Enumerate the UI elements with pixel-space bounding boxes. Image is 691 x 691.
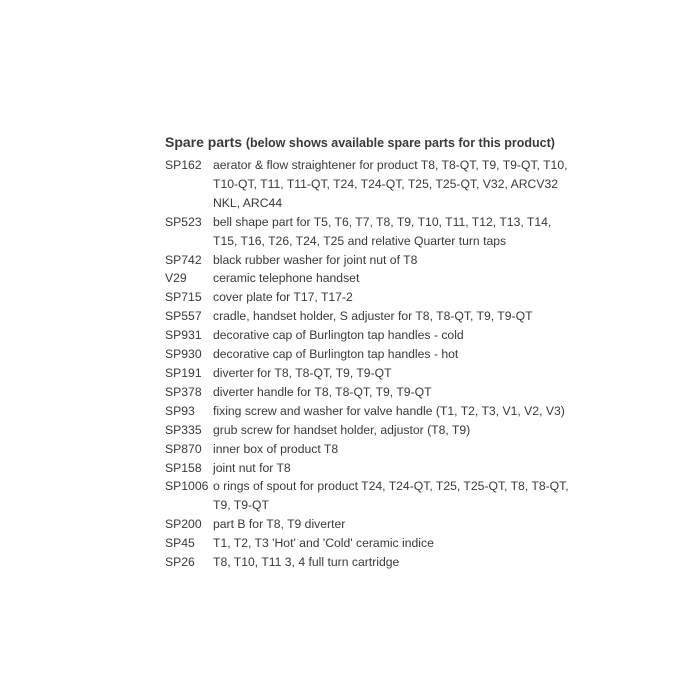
part-code: SP26 xyxy=(165,555,195,570)
part-code: V29 xyxy=(165,271,187,286)
part-code: SP93 xyxy=(165,403,195,418)
part-description-line: cradle, handset holder, S adjuster for T8, T8-QT, T9, T9-QT xyxy=(213,309,533,324)
spare-part-row xyxy=(165,269,575,288)
spare-part-row xyxy=(165,383,575,402)
part-description xyxy=(213,515,575,534)
spare-part-row xyxy=(165,440,575,459)
part-description-line: T15, T16, T26, T24, T25 and relative Quarter turn taps xyxy=(213,233,507,248)
part-description-line: aerator & flow straightener for product T8, T8-QT, T9, T9-QT, T10, xyxy=(213,158,568,172)
part-description xyxy=(213,553,575,572)
part-description-line: ceramic telephone handset xyxy=(213,271,360,286)
spare-part-row xyxy=(165,326,575,345)
spare-part-row xyxy=(165,307,575,326)
spare-part-row xyxy=(165,515,575,534)
part-code: SP378 xyxy=(165,384,202,399)
part-description-line: T10-QT, T11, T11-QT, T24, T24-QT, T25, T25-QT, V32, ARCV32 xyxy=(213,176,559,191)
part-description-line: grub screw for handset holder, adjustor (T8, T9) xyxy=(213,422,471,437)
part-description-line: o rings of spout for product T24, T24-QT, T25, T25-QT, T8, T8-QT, xyxy=(213,479,569,494)
part-description xyxy=(213,534,575,553)
part-description xyxy=(213,251,575,270)
spare-part-row xyxy=(165,477,575,515)
spare-part-row xyxy=(165,421,575,440)
part-description xyxy=(213,383,575,402)
part-description xyxy=(213,364,575,383)
spare-part-row xyxy=(165,156,575,213)
part-code: SP1006 xyxy=(165,479,209,494)
part-description-line: T8, T10, T11 3, 4 full turn cartridge xyxy=(213,555,400,570)
part-description-line: decorative cap of Burlington tap handles - hot xyxy=(213,347,459,362)
part-description-line: inner box of product T8 xyxy=(213,441,339,456)
part-code: SP162 xyxy=(165,158,202,172)
part-description-line: decorative cap of Burlington tap handles - cold xyxy=(213,328,464,343)
spare-parts-heading xyxy=(165,133,575,152)
part-description-line: T9, T9-QT xyxy=(213,498,269,513)
part-description-line: cover plate for T17, T17-2 xyxy=(213,290,353,305)
part-description-line: fixing screw and washer for valve handle (T1, T2, T3, V1, V2, V3) xyxy=(213,403,565,418)
part-description xyxy=(213,477,575,515)
part-description xyxy=(213,421,575,440)
part-code: SP191 xyxy=(165,365,202,380)
part-description-line: T1, T2, T3 'Hot' and 'Cold' ceramic indice xyxy=(213,536,434,551)
part-code: SP930 xyxy=(165,347,202,362)
part-description xyxy=(213,326,575,345)
spare-part-row xyxy=(165,553,575,572)
part-description-line: NKL, ARC44 xyxy=(213,195,283,210)
spare-part-row xyxy=(165,213,575,251)
spare-part-row xyxy=(165,345,575,364)
part-description xyxy=(213,213,575,251)
part-code: SP45 xyxy=(165,536,195,551)
part-description-line: black rubber washer for joint nut of T8 xyxy=(213,252,418,267)
spare-part-row xyxy=(165,251,575,270)
part-description xyxy=(213,288,575,307)
spare-part-row xyxy=(165,402,575,421)
part-description xyxy=(213,307,575,326)
section-subtitle: (below shows available spare parts for this product) xyxy=(245,136,555,150)
part-code: SP335 xyxy=(165,422,202,437)
part-description xyxy=(213,440,575,459)
part-code: SP523 xyxy=(165,214,202,229)
part-code: SP931 xyxy=(165,328,202,343)
spare-parts-list xyxy=(165,156,575,572)
part-description-line: joint nut for T8 xyxy=(213,460,291,475)
part-description-line: diverter handle for T8, T8-QT, T9, T9-QT xyxy=(213,384,432,399)
part-description xyxy=(213,345,575,364)
part-code: SP715 xyxy=(165,290,202,305)
spare-part-row xyxy=(165,459,575,478)
spare-parts-section xyxy=(165,133,575,572)
part-description-line: part B for T8, T9 diverter xyxy=(213,517,346,532)
section-title: Spare parts xyxy=(165,134,243,150)
part-code: SP158 xyxy=(165,460,202,475)
part-code: SP557 xyxy=(165,309,202,324)
spare-part-row xyxy=(165,364,575,383)
spare-part-row xyxy=(165,534,575,553)
part-description xyxy=(213,269,575,288)
part-code: SP870 xyxy=(165,441,202,456)
part-description xyxy=(213,459,575,478)
part-description xyxy=(213,156,575,213)
part-description-line: diverter for T8, T8-QT, T9, T9-QT xyxy=(213,365,392,380)
part-code: SP742 xyxy=(165,252,202,267)
part-description xyxy=(213,402,575,421)
spare-part-row xyxy=(165,288,575,307)
part-description-line: bell shape part for T5, T6, T7, T8, T9, T10, T11, T12, T13, T14, xyxy=(213,214,552,229)
part-code: SP200 xyxy=(165,517,202,532)
